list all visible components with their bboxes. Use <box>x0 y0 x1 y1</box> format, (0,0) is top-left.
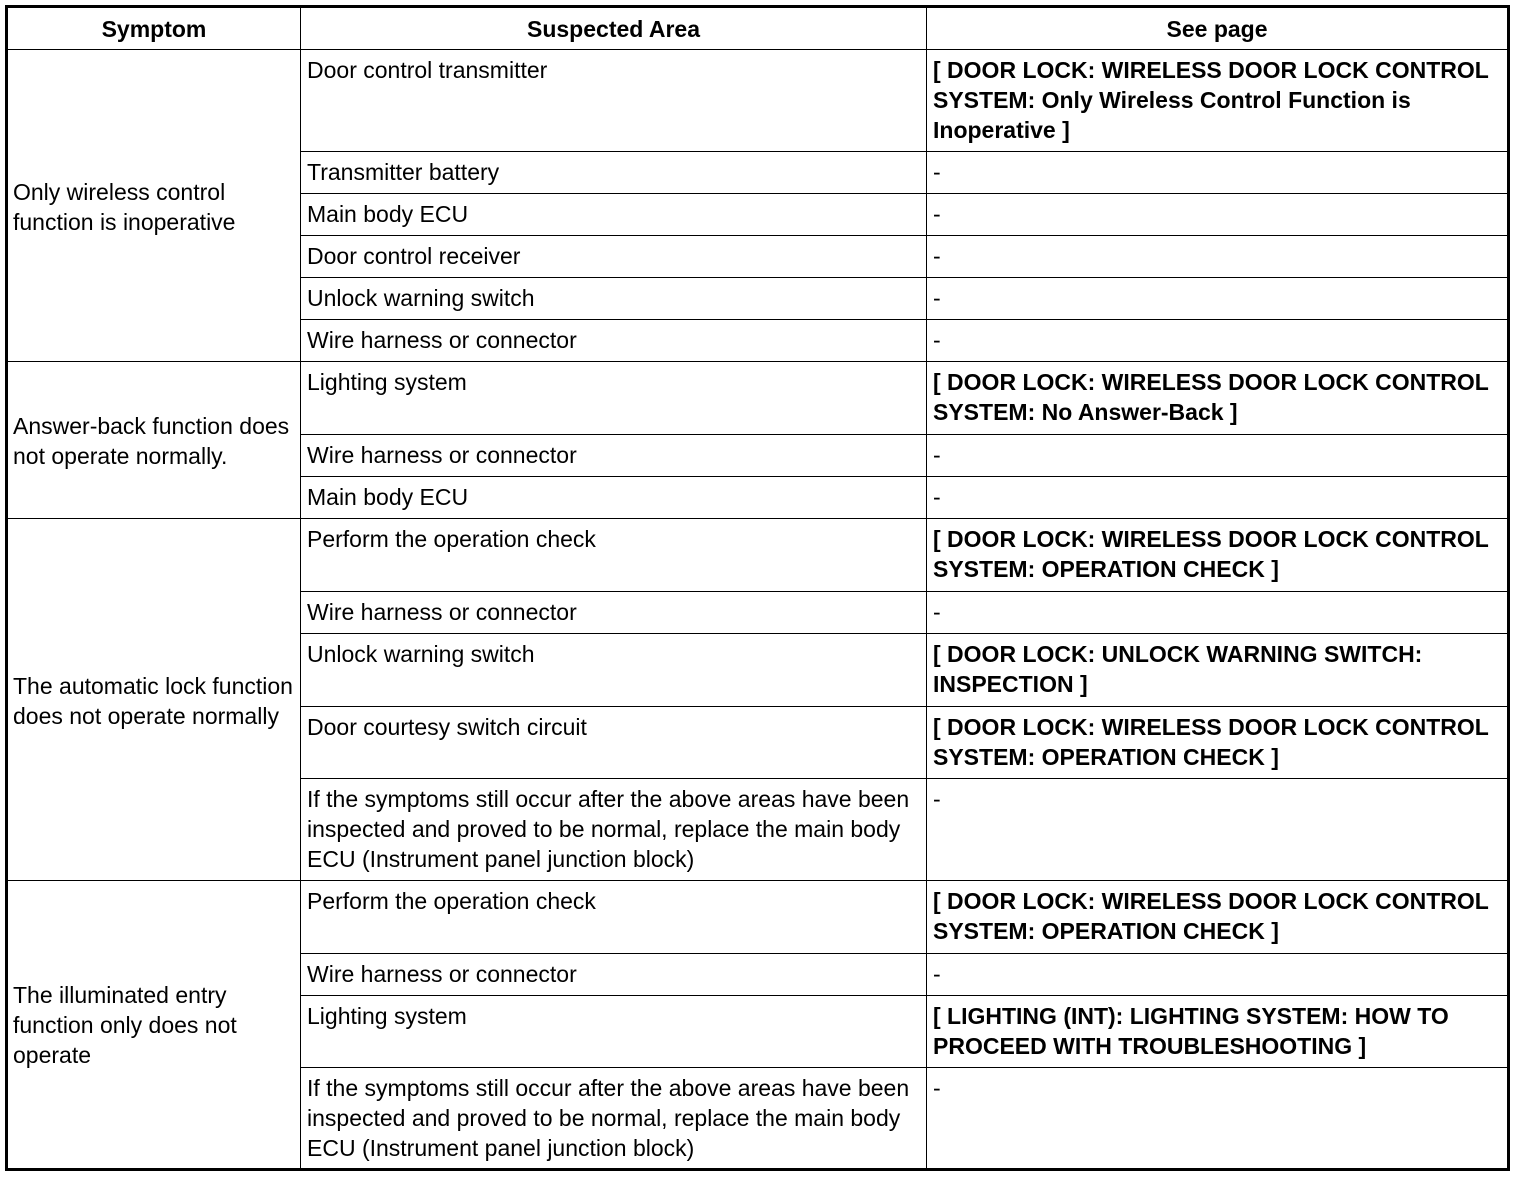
see-page-cell: - <box>927 194 1509 236</box>
see-page-cell: - <box>927 278 1509 320</box>
see-page-link[interactable]: [ DOOR LOCK: WIRELESS DOOR LOCK CONTROL SYSTEM: OPERATION CHECK ] <box>927 519 1509 592</box>
table-row <box>7 362 1509 435</box>
symptom-table <box>5 5 1510 1171</box>
suspected-area-cell: If the symptoms still occur after the above areas have been inspected and proved to be normal, replace the main body ECU (Instrument panel junction block) <box>301 778 927 880</box>
suspected-area-cell: Lighting system <box>301 995 927 1067</box>
see-page-cell: - <box>927 778 1509 880</box>
see-page-cell: - <box>927 320 1509 362</box>
suspected-area-cell: Door courtesy switch circuit <box>301 706 927 778</box>
symptom-cell: Answer-back function does not operate normally. <box>7 362 301 519</box>
suspected-area-cell: Main body ECU <box>301 477 927 519</box>
see-page-cell: - <box>927 592 1509 634</box>
see-page-link[interactable]: [ LIGHTING (INT): LIGHTING SYSTEM: HOW TO PROCEED WITH TROUBLESHOOTING ] <box>927 995 1509 1067</box>
see-page-link[interactable]: [ DOOR LOCK: UNLOCK WARNING SWITCH: INSPECTION ] <box>927 634 1509 706</box>
suspected-area-cell: Wire harness or connector <box>301 320 927 362</box>
suspected-area-cell: Perform the operation check <box>301 880 927 953</box>
suspected-area-cell: Wire harness or connector <box>301 592 927 634</box>
see-page-link[interactable]: [ DOOR LOCK: WIRELESS DOOR LOCK CONTROL SYSTEM: No Answer-Back ] <box>927 362 1509 435</box>
see-page-cell: - <box>927 435 1509 477</box>
suspected-area-cell: Unlock warning switch <box>301 634 927 706</box>
suspected-area-cell: Perform the operation check <box>301 519 927 592</box>
header-row <box>7 7 1509 50</box>
suspected-area-cell: If the symptoms still occur after the above areas have been inspected and proved to be normal, replace the main body ECU (Instrument panel junction block) <box>301 1067 927 1169</box>
symptom-cell: Only wireless control function is inoperative <box>7 50 301 362</box>
symptom-cell: The illuminated entry function only does not operate <box>7 880 301 1169</box>
header-see-page: See page <box>927 7 1509 50</box>
table-row <box>7 880 1509 953</box>
see-page-link[interactable]: [ DOOR LOCK: WIRELESS DOOR LOCK CONTROL SYSTEM: Only Wireless Control Function is Inoperative ] <box>927 50 1509 152</box>
see-page-cell: - <box>927 236 1509 278</box>
suspected-area-cell: Wire harness or connector <box>301 953 927 995</box>
see-page-link[interactable]: [ DOOR LOCK: WIRELESS DOOR LOCK CONTROL SYSTEM: OPERATION CHECK ] <box>927 880 1509 953</box>
table-row <box>7 50 1509 152</box>
suspected-area-cell: Lighting system <box>301 362 927 435</box>
suspected-area-cell: Door control transmitter <box>301 50 927 152</box>
suspected-area-cell: Wire harness or connector <box>301 435 927 477</box>
see-page-cell: - <box>927 152 1509 194</box>
see-page-link[interactable]: [ DOOR LOCK: WIRELESS DOOR LOCK CONTROL SYSTEM: OPERATION CHECK ] <box>927 706 1509 778</box>
see-page-cell: - <box>927 953 1509 995</box>
header-symptom: Symptom <box>7 7 301 50</box>
table-row <box>7 519 1509 592</box>
suspected-area-cell: Unlock warning switch <box>301 278 927 320</box>
suspected-area-cell: Transmitter battery <box>301 152 927 194</box>
suspected-area-cell: Main body ECU <box>301 194 927 236</box>
symptom-cell: The automatic lock function does not operate normally <box>7 519 301 880</box>
suspected-area-cell: Door control receiver <box>301 236 927 278</box>
see-page-cell: - <box>927 1067 1509 1169</box>
header-suspected-area: Suspected Area <box>301 7 927 50</box>
see-page-cell: - <box>927 477 1509 519</box>
